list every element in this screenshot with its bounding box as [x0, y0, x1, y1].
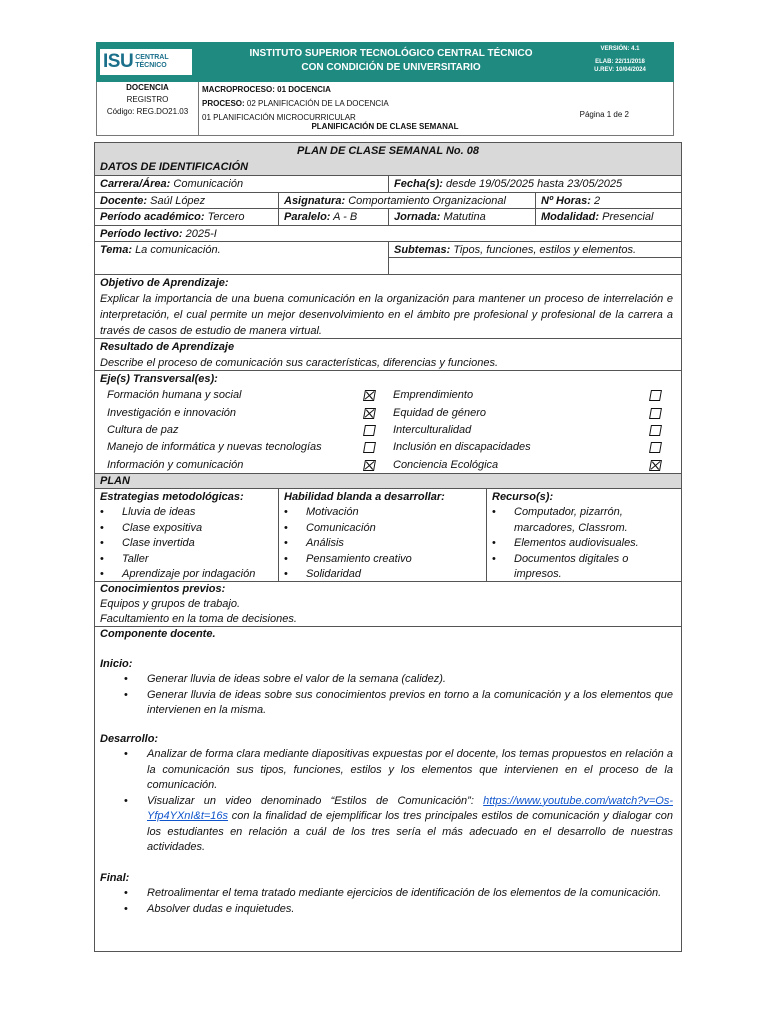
institution-title-line-2: CON CONDICIÓN DE UNIVERSITARIO: [301, 62, 481, 73]
right-eje-label: Interculturalidad: [393, 424, 472, 436]
habilidad-text: Motivación: [306, 506, 359, 518]
paralelo-cell: [279, 209, 389, 225]
macroproceso-label: MACROPROCESO:: [202, 85, 275, 94]
list-item: • Retroalimentar el tema tratado mediante ejercicios de identificación de los elementos de la comunicación.: [124, 887, 662, 899]
right-eje-label: Conciencia Ecológica: [393, 459, 499, 471]
asignatura-value: Comportamiento Organizacional: [348, 195, 506, 207]
institution-logo: [100, 49, 192, 75]
list-item: • Generar lluvia de ideas sobre sus conocimientos previos en torno a la comunicación y a los elementos que intervienen en la misma.: [124, 688, 673, 716]
conocimientos-line-1: Equipos y grupos de trabajo.: [100, 598, 241, 610]
lesson-plan-form: [94, 142, 682, 952]
unchecked-checkbox-icon[interactable]: [363, 442, 376, 453]
unchecked-checkbox-icon[interactable]: [649, 442, 662, 453]
subheader: [96, 82, 674, 136]
modalidad-value: Presencial: [602, 211, 654, 223]
video-link[interactable]: https://www.youtube.com/watch?v=Os-Yfp4YXnI&t=16s: [147, 794, 673, 822]
paralelo-value: A - B: [333, 211, 358, 223]
left-eje-label: Información y comunicación: [107, 459, 244, 471]
recurso-text: Documentos digitales o: [514, 552, 629, 565]
form-title: PLAN DE CLASE SEMANAL No. 08: [297, 145, 479, 157]
estrategias-cell: Estrategias metodológicas: • Lluvia de ideas • Clase expositiva • Clase invertida • Taller • Aprendizaje por indagación: [95, 489, 279, 581]
periodo-cell: [95, 209, 279, 225]
desarrollo-item-text: Visualizar un video denominado “Estilos de Comunicación”:: [147, 794, 484, 807]
logo-text: ISU: [103, 51, 134, 72]
recurso-text: Elementos audiovisuales.: [514, 537, 639, 549]
unchecked-checkbox-icon[interactable]: [649, 425, 662, 436]
habilidad-text: Análisis: [306, 537, 344, 549]
conocimientos-row: [95, 582, 681, 627]
componente-label: Componente docente.: [100, 628, 216, 640]
inicio-label: Inicio:: [100, 657, 133, 670]
horas-cell: [536, 193, 681, 208]
left-eje-label: Cultura de paz: [107, 424, 179, 436]
objetivo-label: Objetivo de Aprendizaje:: [100, 277, 229, 289]
lectivo-cell: [95, 226, 681, 241]
institution-title-line-1: INSTITUTO SUPERIOR TECNOLÓGICO CENTRAL TÉCNICO: [249, 48, 533, 59]
resultado-label: Resultado de Aprendizaje: [100, 341, 235, 353]
paralelo-label: Paralelo:: [284, 211, 331, 223]
habilidad-text: Comunicación: [306, 521, 376, 534]
checked-checkbox-icon[interactable]: [363, 408, 376, 419]
estrategia-text: Clase invertida: [122, 537, 195, 549]
recursos-cell: Recurso(s): • Computador, pizarrón, marcadores, Classrom. • Elementos audiovisuales. • Documentos digitales o impresos.: [487, 489, 681, 581]
institution-title: [236, 47, 546, 75]
logo-subtext-1: CENTRAL: [135, 54, 169, 61]
process-info: [202, 83, 389, 125]
subproceso-value: 01 PLANIFICACIÓN MICROCURRICULAR: [202, 113, 356, 122]
checked-checkbox-icon[interactable]: [363, 460, 376, 471]
inicio-item-text: Generar lluvia de ideas sobre sus conocimientos previos en torno a la comunicación y a los elementos que intervienen en la misma.: [147, 688, 673, 716]
habilidad-label: Habilidad blanda a desarrollar:: [284, 491, 445, 503]
subtemas-cell: [389, 242, 681, 258]
inicio-item-text: Generar lluvia de ideas sobre el valor de la semana (calidez).: [147, 673, 446, 685]
estrategia-text: Clase expositiva: [122, 521, 203, 534]
right-eje-label: Emprendimiento: [393, 389, 474, 401]
carrera-value: Comunicación: [173, 178, 244, 190]
fechas-cell: [389, 176, 681, 192]
checked-checkbox-icon[interactable]: [363, 390, 376, 401]
docente-value: Saúl López: [150, 195, 206, 207]
checked-checkbox-icon[interactable]: [649, 460, 662, 471]
unchecked-checkbox-icon[interactable]: [363, 425, 376, 436]
document-code-block: [97, 82, 199, 135]
tema-label: Tema:: [100, 244, 132, 256]
plan-heading: PLAN: [100, 475, 130, 487]
logo-subtext-2: TÉCNICO: [135, 62, 167, 69]
final-item-text: Absolver dudas e inquietudes.: [147, 902, 295, 915]
proceso-label: PROCESO:: [202, 99, 245, 108]
asignatura-cell: [279, 193, 536, 208]
jornada-value: Matutina: [443, 211, 486, 223]
estrategia-text: Lluvia de ideas: [122, 506, 196, 518]
carrera-row: [95, 176, 681, 193]
list-item: • Visualizar un video denominado “Estilos de Comunicación”: https://www.youtube.com/watch?v=Os-Yfp4YXnI&t=16s con la finalidad de ejemplificar los tres principales estilos de comunicación y dialogar con los estudiantes en relación a cuál de los tres sería el más adecuado en el desarrollo de nuestras actividades.: [124, 794, 673, 853]
urev-date: U.REV: 10/04/2024: [594, 67, 646, 73]
habilidad-text: Solidaridad: [306, 568, 362, 580]
habilidad-text: Pensamiento creativo: [306, 552, 412, 565]
proceso-value: 02 PLANIFICACIÓN DE LA DOCENCIA: [246, 99, 389, 108]
document-type-title: PLANIFICACIÓN DE CLASE SEMANAL: [311, 122, 459, 131]
form-title-row: [95, 143, 681, 176]
plan-row: [95, 474, 681, 489]
objetivo-label-line: [100, 275, 673, 291]
final-label: Final:: [100, 871, 130, 884]
carrera-cell: [95, 176, 389, 192]
version-info: [570, 44, 670, 76]
tema-cell: [95, 242, 389, 274]
lectivo-label: Período lectivo:: [100, 228, 183, 240]
final-item-text: Retroalimentar el tema tratado mediante ejercicios de identificación de los elementos de la comunicación.: [147, 887, 662, 899]
recurso-text: Computador, pizarrón,: [514, 506, 623, 518]
desarrollo-item-text: Analizar de forma clara mediante diapositivas expuestas por el docente, los temas propuestos en relación a la comunicación sus tipos, funciones, estilos y los elementos que intervienen en el proceso de la comunicación.: [147, 748, 673, 791]
conocimientos-line-2: Facultamiento en la toma de decisiones.: [100, 613, 297, 625]
asignatura-label: Asignatura:: [284, 195, 346, 207]
elab-date: ELAB: 22/11/2018: [595, 59, 645, 65]
horas-value: 2: [593, 195, 601, 207]
list-item: • Absolver dudas e inquietudes.: [124, 902, 295, 915]
jornada-label: Jornada:: [394, 211, 441, 223]
desarrollo-item-text-cont: con la finalidad de ejemplificar los tres principales estilos de comunicación y dialogar con los estudiantes en relación a cuál de los tres sería el más adecuado en el desarrollo de nuestras actividades.: [147, 810, 673, 853]
estrategias-label: Estrategias metodológicas:: [100, 491, 244, 503]
objetivo-row: [95, 275, 681, 339]
docente-row: [95, 193, 681, 209]
modalidad-label: Modalidad:: [541, 211, 600, 223]
tema-row: [95, 242, 681, 275]
version-label: VERSIÓN: 4.1: [600, 46, 640, 52]
periodo-label: Período académico:: [100, 211, 205, 223]
carrera-label: Carrera/Área:: [100, 178, 171, 190]
list-item: • Generar lluvia de ideas sobre el valor de la semana (calidez).: [124, 673, 446, 685]
unchecked-checkbox-icon[interactable]: [649, 390, 662, 401]
modalidad-cell: [536, 209, 681, 225]
codigo-label: Código: REG.DO21.03: [106, 107, 189, 116]
registro-label: REGISTRO: [126, 95, 169, 104]
docencia-label: DOCENCIA: [126, 83, 169, 92]
estrategia-text: Taller: [122, 552, 149, 565]
logo-subtext: [135, 54, 168, 70]
desarrollo-label: Desarrollo:: [100, 732, 159, 745]
resultado-text: Describe el proceso de comunicación sus características, diferencias y funciones.: [100, 357, 499, 369]
docente-cell: [95, 193, 279, 208]
lectivo-row: [95, 226, 681, 242]
strategies-row: [95, 489, 681, 582]
left-eje-label: Formación humana y social: [107, 389, 242, 401]
macroproceso-value: 01 DOCENCIA: [277, 85, 331, 94]
estrategia-text: Aprendizaje por indagación: [122, 568, 256, 580]
datos-heading: DATOS DE IDENTIFICACIÓN: [100, 161, 249, 173]
jornada-cell: [389, 209, 536, 225]
left-eje-label: Investigación e innovación: [107, 406, 237, 419]
periodo-value: Tercero: [207, 211, 245, 223]
docente-label: Docente:: [100, 195, 148, 207]
right-eje-label: Inclusión en discapacidades: [393, 441, 531, 453]
habilidades-cell: Habilidad blanda a desarrollar: • Motivación • Comunicación • Análisis • Pensamiento creativo • Solidaridad: [279, 489, 487, 581]
recurso-text: impresos.: [514, 568, 562, 580]
ejes-label: Eje(s) Transversal(es):: [100, 373, 218, 385]
list-item: • Analizar de forma clara mediante diapositivas expuestas por el docente, los temas propuestos en relación a la comunicación sus tipos, funciones, estilos y los elementos que intervienen en el proceso de la comunicación.: [124, 748, 673, 791]
header-band: [96, 42, 674, 82]
horas-label: Nº Horas:: [541, 195, 591, 207]
page-number: Página 1 de 2: [579, 110, 629, 119]
subtemas-label: Subtemas:: [394, 244, 451, 256]
componente-section: [100, 627, 673, 917]
recurso-text: marcadores, Classrom.: [514, 521, 628, 534]
recursos-label: Recurso(s):: [492, 491, 554, 503]
fechas-label: Fecha(s):: [394, 178, 443, 190]
fechas-value: desde 19/05/2025 hasta 23/05/2025: [445, 178, 623, 190]
objetivo-text: Explicar la importancia de una buena comunicación en la organización para mantener un proceso de interrelación e interpretación, el cual permite un mejor desenvolvimiento en el ámbito pre profesional y profesional de la carrera a través de casos de estudio de manera virtual.: [100, 293, 673, 337]
right-eje-label: Equidad de género: [393, 406, 486, 419]
left-eje-label: Manejo de informática y nuevas tecnologías: [107, 441, 322, 453]
periodo-row: [95, 209, 681, 226]
resultado-row: [95, 339, 681, 371]
unchecked-checkbox-icon[interactable]: [649, 408, 662, 419]
tema-value: La comunicación.: [135, 244, 221, 256]
subtemas-value: Tipos, funciones, estilos y elementos.: [453, 244, 637, 256]
lectivo-value: 2025-I: [185, 228, 217, 240]
ejes-row: [95, 371, 681, 474]
conocimientos-label: Conocimientos previos:: [100, 583, 226, 595]
